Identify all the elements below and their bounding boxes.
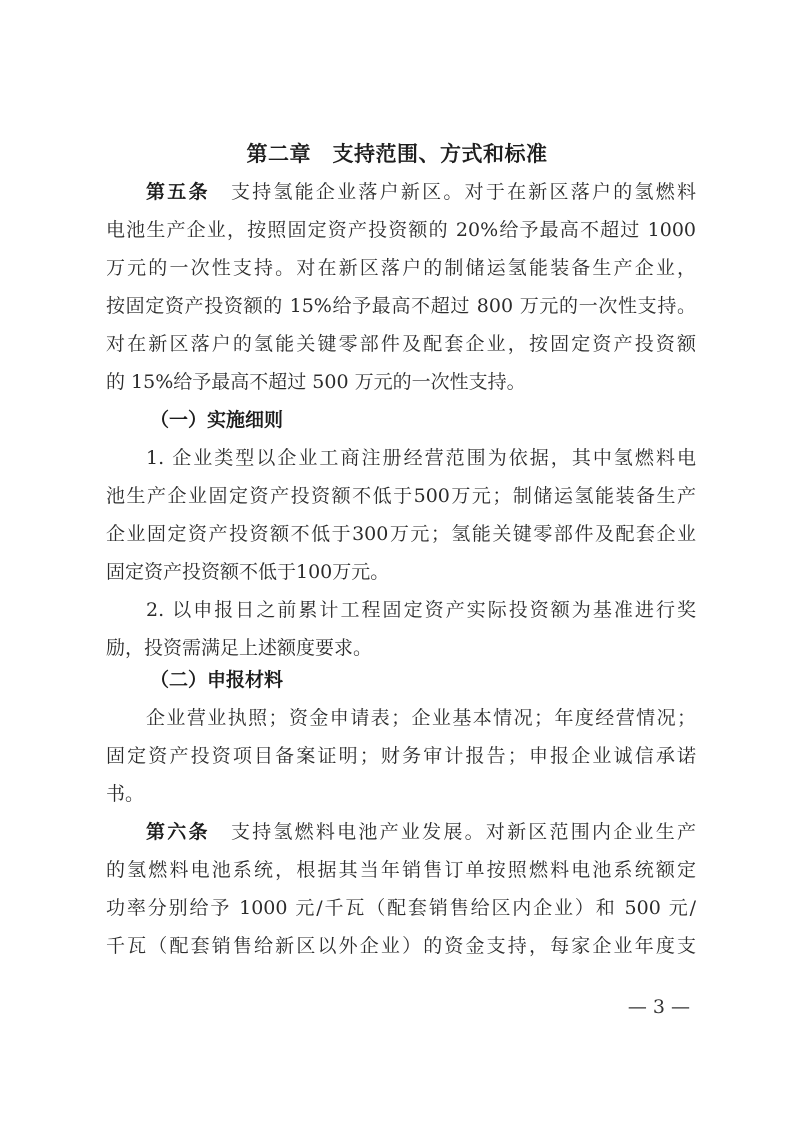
article5-text-line: 对在新区落户的氢能关键零部件及配套企业，按固定资产投资额 (106, 333, 696, 355)
article5-text-line: 万元的一次性支持。对在新区落户的制储运氢能装备生产企业， (106, 257, 696, 279)
chapter-title: 第二章 支持范围、方式和标准 (246, 142, 548, 166)
section1-item2-line: 2. 以申报日之前累计工程固定资产实际投资额为基准进行奖 (146, 599, 696, 621)
section2-text-line: 固定资产投资项目备案证明；财务审计报告；申报企业诚信承诺 (106, 745, 696, 767)
section2-text-line: 书。 (106, 783, 145, 805)
section1-item1-line: 固定资产投资额不低于100万元。 (106, 561, 390, 583)
article6-text-line: 支持氢燃料电池产业发展。对新区范围内企业生产 (230, 821, 696, 843)
article5-first-line (146, 174, 696, 210)
section1-item1-line: 企业固定资产投资额不低于300万元；氢能关键零部件及配套企业 (106, 523, 696, 545)
article5-label: 第五条 (146, 181, 210, 203)
article5-text-line: 支持氢能企业落户新区。对于在新区落户的氢燃料 (230, 181, 696, 203)
article6-text-line: 的氢燃料电池系统，根据其当年销售订单按照燃料电池系统额定 (106, 859, 696, 881)
article6-first-line (146, 814, 696, 850)
section2-text-line: 企业营业执照；资金申请表；企业基本情况；年度经营情况； (146, 707, 696, 729)
page-number: — 3 — (627, 996, 690, 1018)
section2-heading: （二）申报材料 (150, 669, 284, 691)
section1-item2-line: 励，投资需满足上述额度要求。 (106, 637, 373, 659)
section1-heading: （一）实施细则 (150, 409, 284, 431)
article6-text-line: 千瓦（配套销售给新区以外企业）的资金支持，每家企业年度支 (106, 935, 696, 957)
article5-text-line: 的 15%给予最高不超过 500 万元的一次性支持。 (106, 371, 526, 393)
section1-item1-line: 池生产企业固定资产投资额不低于500万元；制储运氢能装备生产 (106, 485, 696, 507)
article6-text-line: 功率分别给予 1000 元/千瓦（配套销售给区内企业）和 500 元/ (106, 897, 696, 919)
section1-item1-line: 1. 企业类型以企业工商注册经营范围为依据，其中氢燃料电 (146, 447, 696, 469)
article5-text-line: 电池生产企业，按照固定资产投资额的 20%给予最高不超过 1000 (106, 219, 696, 241)
article5-text-line: 按固定资产投资额的 15%给予最高不超过 800 万元的一次性支持。 (106, 295, 696, 317)
article6-label: 第六条 (146, 821, 210, 843)
